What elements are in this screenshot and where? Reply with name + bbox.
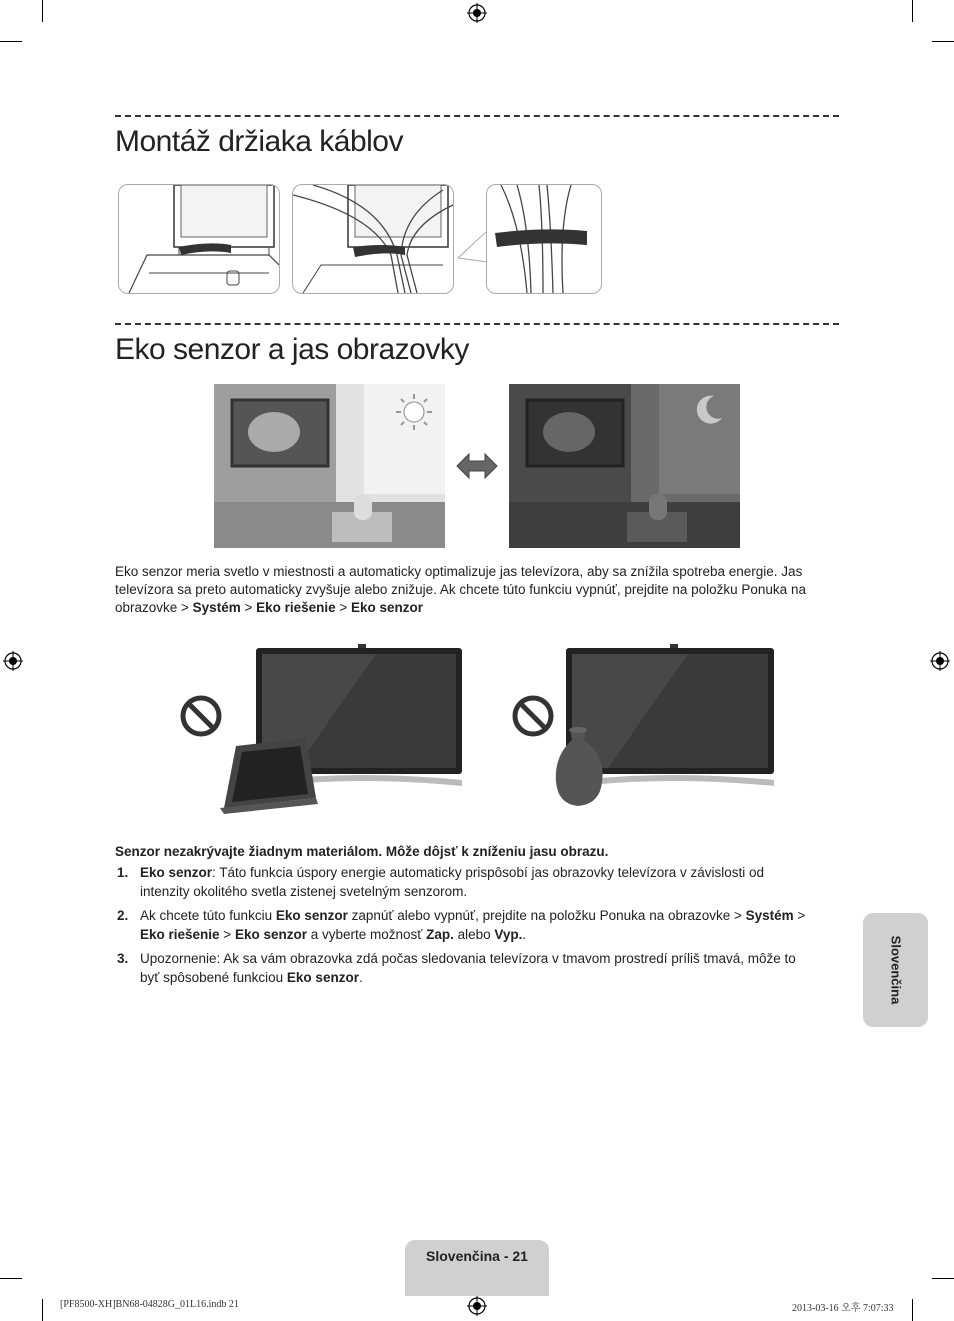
double-arrow-icon (455, 450, 499, 482)
cable-holder-figure-1 (118, 184, 280, 294)
crop-mark (932, 41, 954, 42)
section-title-cable-holder: Montáž držiaka káblov (115, 125, 403, 158)
cable-holder-figure-3 (486, 184, 602, 294)
tv-blocked-by-frame-illustration (176, 642, 466, 818)
section-title-eco-sensor: Eko senzor a jas obrazovky (115, 333, 469, 366)
language-side-tab: Slovenčina (863, 913, 928, 1027)
list-item: 2. Ak chcete túto funkciu Eko senzor zapnúť alebo vypnúť, prejdite na položku Ponuka na obrazovke > Systém > Eko riešenie > Eko senzor a vyberte možnosť Zap. alebo Vyp.. (117, 908, 806, 942)
eco-sensor-intro: Eko senzor meria svetlo v miestnosti a automaticky optimalizuje jas televízora, aby sa znížila spotreba energie. Jas televízora sa preto automaticky zvyšuje alebo znižuje. Ak chcete túto funkciu vypnúť, prejdite na položku Ponuka na obrazovke > Systém > Eko riešenie > Eko senzor (115, 564, 806, 615)
moon-icon (690, 392, 726, 428)
cable-holder-figure-2 (292, 184, 454, 294)
crop-mark (0, 1278, 22, 1279)
list-item: 3. Upozornenie: Ak sa vám obrazovka zdá počas sledovania televízora v tmavom prostredí príliš tmavá, môže to byť spôsobené funkciou Eko senzor. (117, 951, 796, 985)
registration-mark-icon (467, 1296, 487, 1316)
crop-mark (912, 0, 913, 22)
crop-mark (42, 0, 43, 22)
section-divider (115, 115, 839, 117)
crop-mark (932, 1278, 954, 1279)
sensor-warning: Senzor nezakrývajte žiadnym materiálom. Môže dôjsť k zníženiu jasu obrazu. (115, 844, 609, 859)
crop-mark (912, 1299, 913, 1321)
notes-list (115, 863, 815, 992)
registration-mark-icon (930, 651, 950, 671)
registration-mark-icon (467, 3, 487, 23)
section-divider (115, 323, 839, 325)
footer-timestamp: 2013-03-16 오후 7:07:33 (792, 1303, 894, 1314)
footer-file-info: [PF8500-XH]BN68-04828G_01L16.indb 21 (60, 1299, 239, 1310)
crop-mark (42, 1299, 43, 1321)
tv-blocked-by-vase-illustration (508, 642, 776, 808)
list-item: 1. Eko senzor: Táto funkcia úspory energie automaticky prispôsobí jas obrazovky televízora v závislosti od intenzity okolitého svetla zistenej svetelným senzorom. (117, 865, 765, 899)
callout-pointer (456, 228, 488, 264)
crop-mark (0, 41, 22, 42)
registration-mark-icon (3, 651, 23, 671)
sun-icon (394, 392, 434, 432)
page-number-tab: Slovenčina - 21 (405, 1240, 549, 1296)
